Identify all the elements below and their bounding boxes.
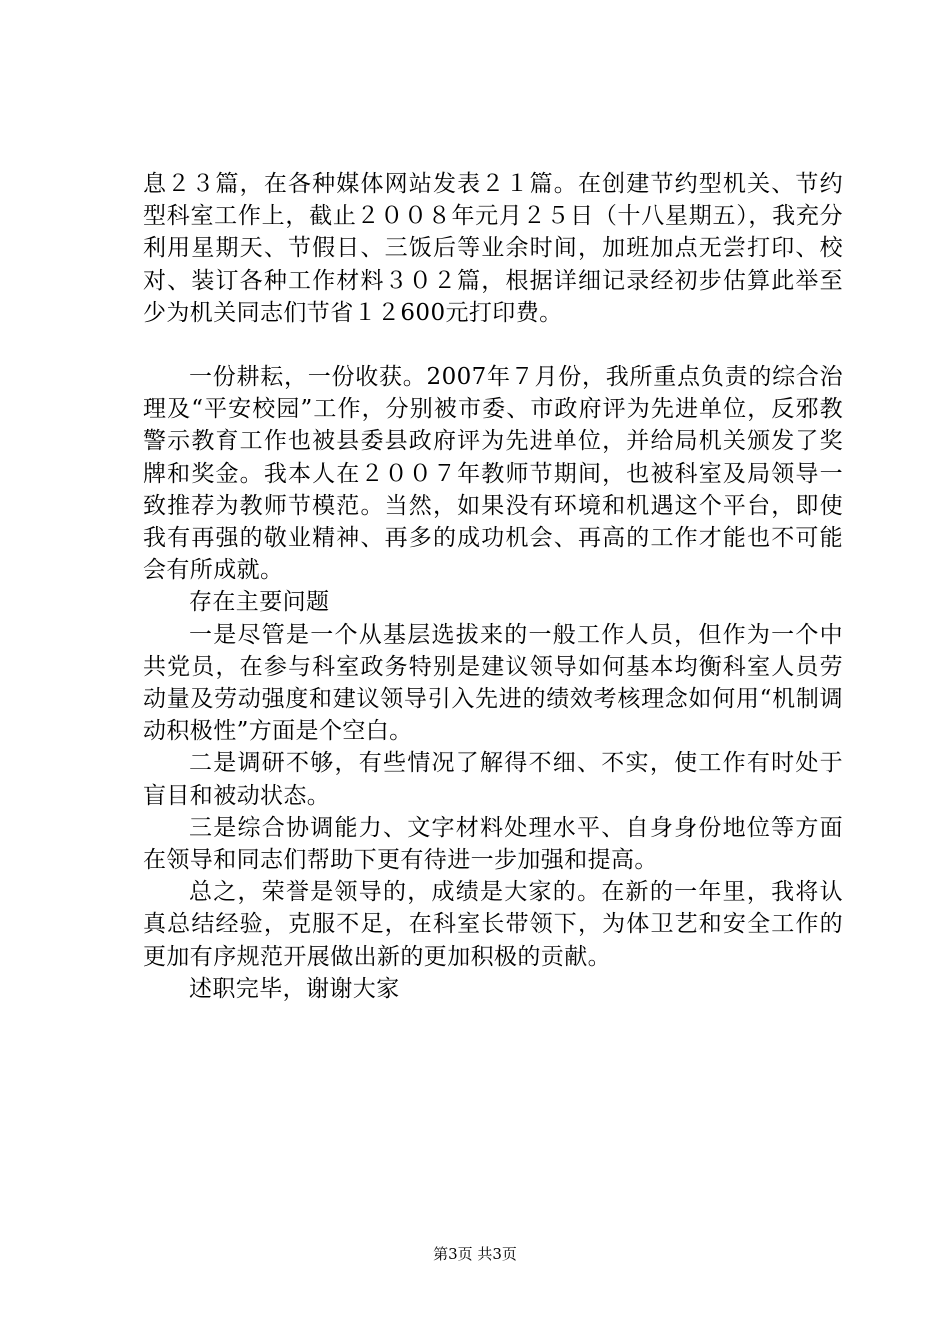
- paragraph-problem-three: 三是综合协调能力、文字材料处理水平、自身身份地位等方面在领导和同志们帮助下更有待进一步加强和提高。: [143, 814, 843, 874]
- document-body: [143, 168, 843, 1005]
- paragraph-problem-one: 一是尽管是一个从基层选拔来的一般工作人员，但作为一个中共党员，在参与科室政务特别是建议领导如何基本均衡科室人员劳动量及劳动强度和建议领导引入先进的绩效考核理念如何用“机制调动积极性”方面是个空白。: [143, 621, 843, 745]
- paragraph-problem-two: 二是调研不够，有些情况了解得不细、不实，使工作有时处于盲目和被动状态。: [143, 750, 843, 809]
- paragraph-closing: 述职完毕，谢谢大家: [189, 975, 400, 1002]
- paragraph-summary: 总之，荣誉是领导的，成绩是大家的。在新的一年里，我将认真总结经验，克服不足，在科室长带领下，为体卫艺和安全工作的更加有序规范开展做出新的更加积极的贡献。: [143, 879, 843, 970]
- paragraph-harvest: 一份耕耘，一份收获。2007年７月份，我所重点负责的综合治理及“平安校园”工作，分别被市委、市政府评为先进单位，反邪教警示教育工作也被县委县政府评为先进单位，并给局机关颁发了奖牌和奖金。我本人在２００７年教师节期间，也被科室及局领导一致推荐为教师节模范。当然，如果没有环境和机遇这个平台，即使我有再强的敬业精神、再多的成功机会、再高的工作才能也不可能会有所成就。: [143, 364, 843, 584]
- paragraph-continuation: 息２３篇，在各种媒体网站发表２１篇。在创建节约型机关、节约型科室工作上，截止２００８年元月２５日（十八星期五），我充分利用星期天、节假日、三饭后等业余时间，加班加点无尝打印、校对、装订各种工作材料３０２篇，根据详细记录经初步估算此举至少为机关同志们节省１２600元打印费。: [143, 171, 843, 326]
- section-heading-problems: 存在主要问题: [189, 589, 330, 616]
- page-footer: 第3页 共3页: [433, 1245, 517, 1263]
